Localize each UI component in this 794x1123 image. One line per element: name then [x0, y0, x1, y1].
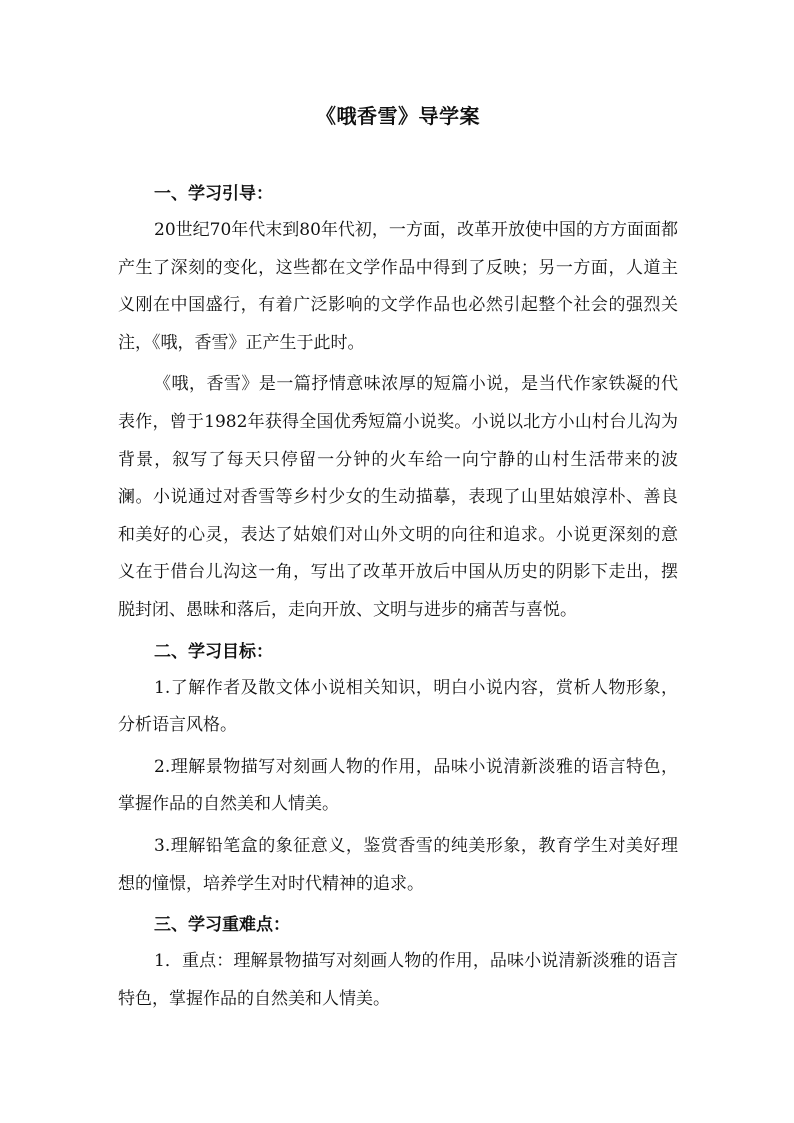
objective-item: 2.理解景物描写对刻画人物的作用，品味小说清新淡雅的语言特色，掌握作品的自然美和人情美。 — [118, 756, 678, 815]
section-learning-objectives — [118, 634, 678, 904]
section-heading: 一、学习引导： — [154, 184, 273, 204]
section-heading: 二、学习目标： — [154, 641, 273, 662]
section-heading: 三、学习重难点： — [154, 915, 290, 936]
paragraph: 《哦，香雪》是一篇抒情意味浓厚的短篇小说，是当代作家铁凝的代表作，曾于1982年获得全国优秀短篇小说奖。小说以北方小山村台儿沟为背景，叙写了每天只停留一分钟的火车给一向宁静的山村生活带来的波澜。小说通过对香雪等乡村少女的生动描摹，表现了山里姑娘淳朴、善良和美好的心灵，表达了姑娘们对山外文明的向往和追求。小说更深刻的意义在于借台儿沟这一角，写出了改革开放后中国从历史的阴影下走出，摆脱封闭、愚昧和落后，走向开放、文明与进步的痛苦与喜悦。 — [118, 374, 678, 620]
key-point-item: 1．重点：理解景物描写对刻画人物的作用，品味小说清新淡雅的语言特色，掌握作品的自然美和人情美。 — [118, 951, 678, 1009]
document-body — [118, 98, 678, 1018]
section-learning-guide — [118, 176, 678, 630]
objective-item: 1.了解作者及散文体小说相关知识，明白小说内容，赏析人物形象，分析语言风格。 — [118, 677, 678, 736]
objective-item: 3.理解铅笔盒的象征意义，鉴赏香雪的纯美形象，教育学生对美好理想的憧憬，培养学生对时代精神的追求。 — [118, 835, 678, 894]
paragraph: 20世纪70年代末到80年代初，一方面，改革开放使中国的方方面面都产生了深刻的变化，这些都在文学作品中得到了反映；另一方面，人道主义刚在中国盛行，有着广泛影响的文学作品也必然引起整个社会的强烈关注，《哦，香雪》正产生于此时。 — [118, 220, 678, 353]
document-title: 《哦香雪》导学案 — [316, 104, 480, 128]
section-key-points — [118, 907, 678, 1018]
